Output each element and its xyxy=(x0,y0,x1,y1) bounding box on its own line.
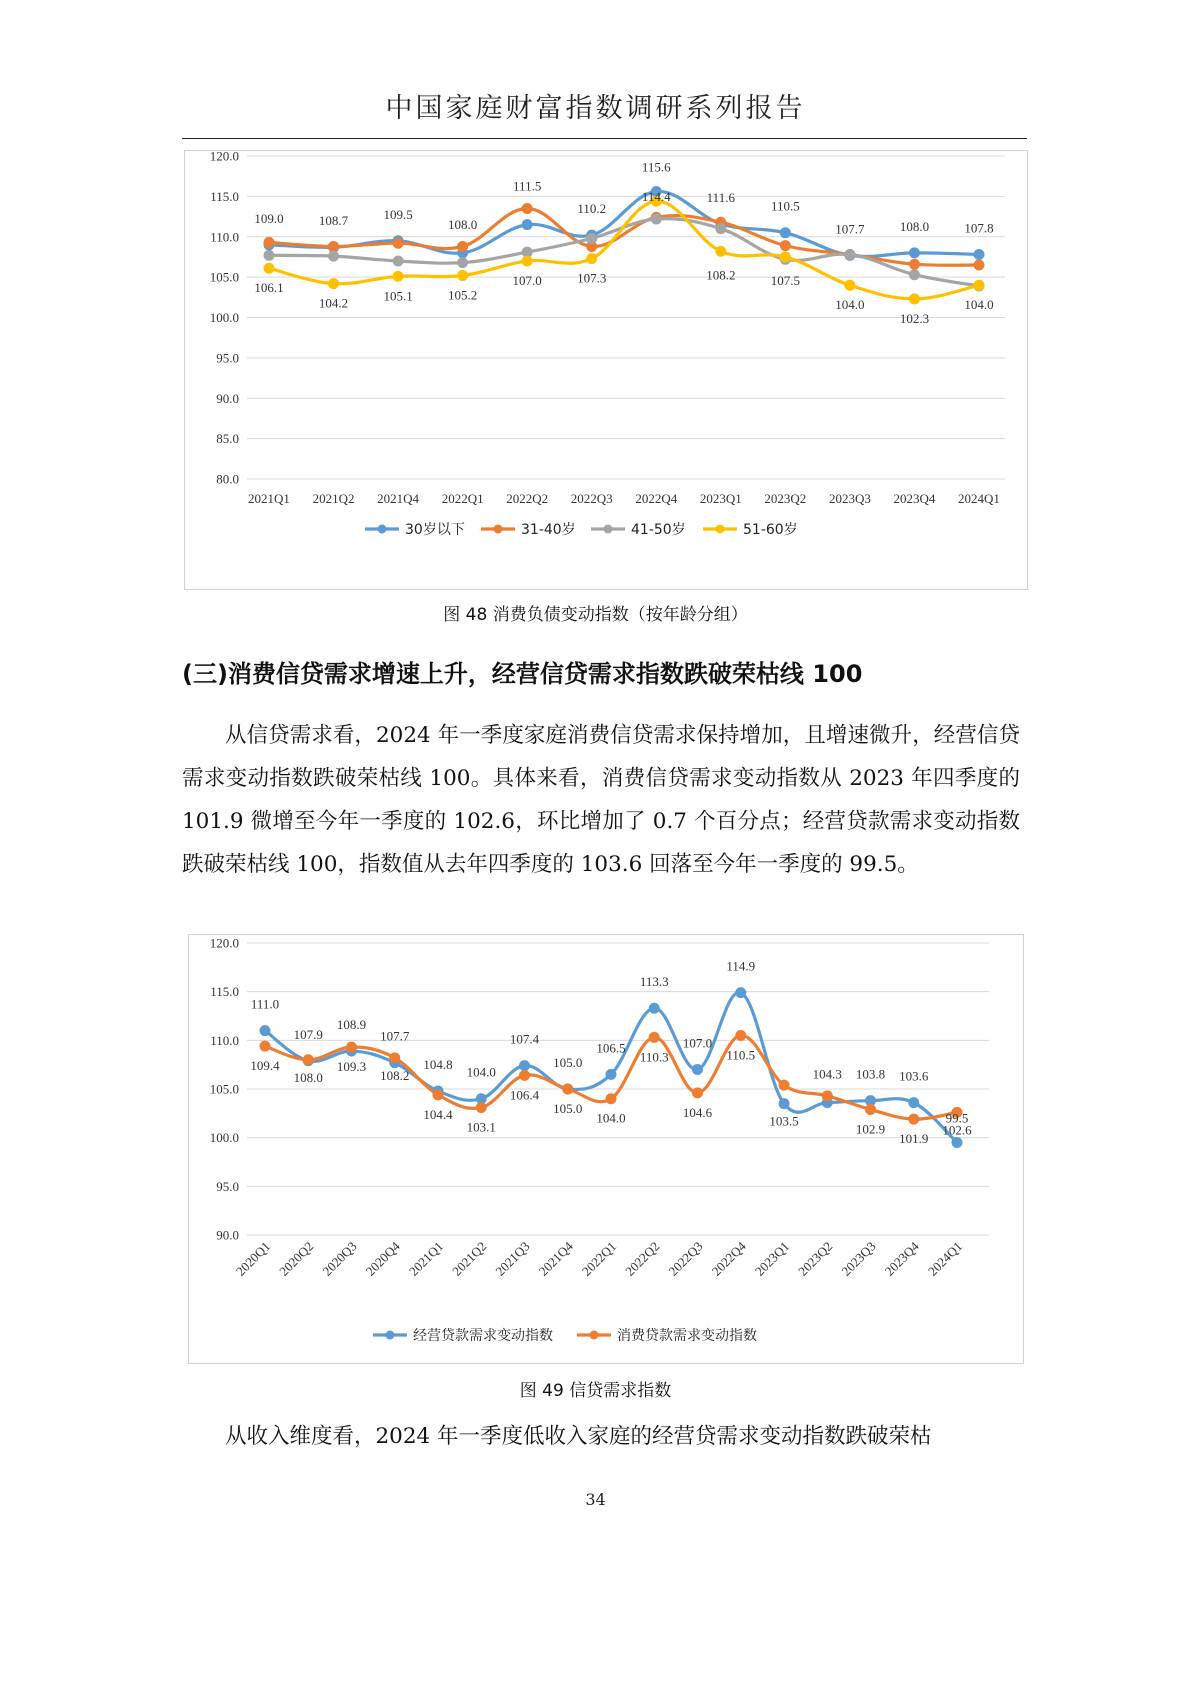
legend-swatch-marker xyxy=(590,1331,599,1340)
data-point xyxy=(347,1042,357,1052)
data-point xyxy=(393,271,403,281)
data-point xyxy=(974,260,984,270)
x-tick-label: 2021Q4 xyxy=(535,1238,576,1279)
data-label: 104.2 xyxy=(318,295,349,311)
data-label: 102.3 xyxy=(899,310,930,326)
data-point xyxy=(458,271,468,281)
data-point xyxy=(693,1065,703,1075)
y-tick-label: 105.0 xyxy=(209,1081,239,1097)
data-label: 106.5 xyxy=(596,1040,626,1056)
y-tick-label: 120.0 xyxy=(209,151,239,164)
data-point xyxy=(909,1114,919,1124)
data-point xyxy=(393,238,403,248)
data-label: 107.0 xyxy=(512,272,542,288)
data-label: 107.4 xyxy=(509,1031,540,1047)
data-label: 104.0 xyxy=(466,1064,496,1080)
y-tick-label: 90.0 xyxy=(216,1227,239,1243)
legend-label: 31-40岁 xyxy=(521,522,576,538)
data-point xyxy=(716,246,726,256)
y-tick-label: 95.0 xyxy=(216,350,239,366)
figure-48-caption: 图 48 消费负债变动指数（按年龄分组） xyxy=(443,605,748,625)
data-point xyxy=(822,1091,832,1101)
y-tick-label: 110.0 xyxy=(210,229,239,245)
data-point xyxy=(606,1094,616,1104)
data-point xyxy=(909,270,919,280)
data-point xyxy=(716,224,726,234)
data-point xyxy=(520,1061,530,1071)
data-label: 104.0 xyxy=(835,297,865,313)
y-tick-label: 100.0 xyxy=(209,1130,239,1146)
x-tick-label: 2021Q3 xyxy=(492,1238,533,1279)
data-label: 107.0 xyxy=(682,1035,713,1051)
x-tick-label: 2022Q4 xyxy=(635,491,678,506)
data-label: 107.9 xyxy=(293,1026,323,1042)
data-label: 105.0 xyxy=(553,1055,583,1070)
data-label: 108.0 xyxy=(293,1069,323,1085)
chart1-svg xyxy=(185,151,1027,589)
legend-label: 经营贷款需求变动指数 xyxy=(413,1328,553,1344)
data-point xyxy=(779,1099,789,1109)
data-label: 108.2 xyxy=(706,267,736,283)
x-tick-label: 2021Q1 xyxy=(405,1238,447,1279)
data-label: 107.8 xyxy=(964,220,994,236)
x-tick-label: 2022Q3 xyxy=(570,491,613,506)
section-heading: (三)消费信贷需求增速上升，经营信贷需求指数跌破荣枯线 100 xyxy=(182,660,863,688)
data-point xyxy=(390,1053,400,1063)
x-tick-label: 2022Q3 xyxy=(665,1238,706,1279)
x-tick-label: 2023Q1 xyxy=(751,1238,793,1279)
body-paragraph-1: 从信贷需求看，2024 年一季度家庭消费信贷需求保持增加，且增速微升，经营信贷需求变动指数跌破荣枯线 100。具体来看，消费信贷需求变动指数从 2023 年四季度的 101.9 微增至今年一季度的 102.6，环比增加了 0.7 个百分点；经营贷款需求变动指数跌破荣枯线 100，指数值从去年四季度的 103.6 回落至今年一季度的 99.5。 xyxy=(182,723,1020,877)
data-label: 114.4 xyxy=(641,189,671,205)
y-tick-label: 115.0 xyxy=(210,984,239,1000)
data-label: 103.1 xyxy=(466,1119,496,1135)
data-label: 104.0 xyxy=(964,297,994,313)
x-tick-label: 2020Q4 xyxy=(362,1238,403,1279)
data-point xyxy=(909,248,919,258)
data-label: 103.5 xyxy=(769,1113,799,1129)
x-tick-label: 2020Q1 xyxy=(232,1238,274,1279)
data-point xyxy=(522,256,532,266)
x-tick-label: 2023Q2 xyxy=(795,1238,836,1279)
y-tick-label: 80.0 xyxy=(216,471,239,487)
data-label: 104.3 xyxy=(812,1066,842,1082)
data-label: 114.9 xyxy=(726,958,756,974)
y-tick-label: 115.0 xyxy=(210,188,239,204)
data-label: 105.1 xyxy=(383,288,413,304)
data-label: 110.5 xyxy=(726,1047,756,1063)
data-label: 109.4 xyxy=(250,1058,280,1074)
chart-credit-demand-index xyxy=(188,934,1024,1364)
data-label: 109.3 xyxy=(336,1059,367,1075)
x-tick-label: 2020Q3 xyxy=(319,1238,360,1279)
header-divider xyxy=(182,138,1027,139)
x-tick-label: 2023Q4 xyxy=(893,491,936,506)
legend-swatch-marker xyxy=(386,1331,395,1340)
data-label: 99.5 xyxy=(945,1110,969,1126)
report-header-title: 中国家庭财富指数调研系列报告 xyxy=(385,93,806,124)
data-point xyxy=(866,1104,876,1114)
data-point xyxy=(260,1041,270,1051)
x-tick-label: 2023Q3 xyxy=(838,1238,879,1279)
data-point xyxy=(974,250,984,260)
x-tick-label: 2023Q3 xyxy=(828,491,871,506)
x-tick-label: 2021Q1 xyxy=(248,491,290,506)
data-point xyxy=(264,263,274,273)
data-label: 108.0 xyxy=(899,218,930,234)
x-tick-label: 2023Q4 xyxy=(881,1238,922,1279)
x-tick-label: 2020Q2 xyxy=(276,1238,317,1279)
data-point xyxy=(563,1084,573,1094)
data-point xyxy=(393,256,403,266)
y-tick-label: 85.0 xyxy=(216,431,239,447)
data-label: 104.8 xyxy=(423,1056,453,1072)
data-label: 104.0 xyxy=(596,1110,626,1126)
data-label: 110.2 xyxy=(577,201,607,217)
data-point xyxy=(606,1069,616,1079)
data-point xyxy=(649,1003,659,1013)
x-tick-label: 2022Q4 xyxy=(708,1238,749,1279)
data-label: 107.7 xyxy=(380,1028,410,1044)
y-tick-label: 90.0 xyxy=(216,390,239,406)
data-label: 111.6 xyxy=(706,189,735,205)
data-label: 108.2 xyxy=(380,1067,410,1083)
data-point xyxy=(780,241,790,251)
data-point xyxy=(522,203,532,213)
data-point xyxy=(260,1026,270,1036)
data-label: 107.5 xyxy=(770,272,800,288)
data-point xyxy=(780,228,790,238)
x-tick-label: 2021Q4 xyxy=(377,491,420,506)
page-number: 34 xyxy=(585,1490,606,1509)
data-point xyxy=(909,1098,919,1108)
data-point xyxy=(736,988,746,998)
legend-label: 30岁以下 xyxy=(405,522,465,538)
data-point xyxy=(433,1090,443,1100)
data-label: 104.6 xyxy=(682,1104,713,1120)
figure-49-caption: 图 49 信贷需求指数 xyxy=(519,1381,672,1401)
data-point xyxy=(329,279,339,289)
data-label: 102.6 xyxy=(942,1122,972,1138)
data-label: 111.0 xyxy=(250,996,280,1012)
x-tick-label: 2022Q1 xyxy=(578,1238,620,1279)
data-label: 107.7 xyxy=(835,221,865,237)
data-point xyxy=(522,220,532,230)
data-label: 101.9 xyxy=(899,1131,929,1147)
data-point xyxy=(780,252,790,262)
data-point xyxy=(303,1055,313,1065)
data-point xyxy=(264,237,274,247)
legend-label: 41-50岁 xyxy=(631,522,686,538)
legend-label: 消费贷款需求变动指数 xyxy=(617,1328,757,1344)
data-label: 104.4 xyxy=(423,1106,453,1122)
y-tick-label: 100.0 xyxy=(209,310,239,325)
chart-consumer-debt-by-age xyxy=(184,150,1028,590)
data-label: 109.0 xyxy=(254,210,284,226)
data-label: 107.3 xyxy=(577,270,607,286)
data-label: 103.8 xyxy=(855,1066,886,1082)
data-label: 105.0 xyxy=(553,1101,583,1116)
x-tick-label: 2021Q2 xyxy=(312,491,355,506)
series-line xyxy=(269,198,979,299)
body-paragraph-2: 从收入维度看，2024 年一季度低收入家庭的经营贷需求变动指数跌破荣枯 xyxy=(225,1424,932,1449)
data-label: 106.1 xyxy=(254,280,284,296)
x-tick-label: 2021Q2 xyxy=(449,1238,490,1279)
x-tick-label: 2022Q1 xyxy=(441,491,484,506)
data-label: 103.6 xyxy=(899,1068,929,1084)
data-point xyxy=(458,258,468,268)
data-label: 110.3 xyxy=(639,1049,669,1065)
data-point xyxy=(651,214,661,224)
legend-swatch-marker xyxy=(494,525,503,534)
legend-swatch-marker xyxy=(378,525,387,534)
y-tick-label: 105.0 xyxy=(209,269,239,285)
data-label: 105.2 xyxy=(448,287,478,303)
data-label: 106.4 xyxy=(509,1087,540,1103)
data-label: 113.3 xyxy=(639,974,669,990)
data-label: 102.9 xyxy=(855,1121,886,1137)
data-label: 111.5 xyxy=(513,178,542,194)
y-tick-label: 110.0 xyxy=(210,1032,239,1048)
data-point xyxy=(587,254,597,264)
x-tick-label: 2024Q1 xyxy=(924,1238,966,1279)
x-tick-label: 2022Q2 xyxy=(506,491,549,506)
data-point xyxy=(909,294,919,304)
data-point xyxy=(329,241,339,251)
legend-swatch-marker xyxy=(716,525,725,534)
data-label: 108.7 xyxy=(318,213,349,229)
data-point xyxy=(845,250,855,260)
data-point xyxy=(693,1088,703,1098)
data-point xyxy=(458,241,468,251)
data-point xyxy=(909,259,919,269)
data-point xyxy=(974,280,984,290)
data-label: 110.5 xyxy=(770,198,800,214)
x-tick-label: 2023Q1 xyxy=(699,491,742,506)
y-tick-label: 120.0 xyxy=(209,935,239,951)
chart2-svg xyxy=(189,935,1023,1363)
data-point xyxy=(845,280,855,290)
data-point xyxy=(952,1138,962,1148)
data-point xyxy=(779,1080,789,1090)
data-point xyxy=(587,233,597,243)
x-tick-label: 2022Q2 xyxy=(622,1238,663,1279)
data-label: 108.9 xyxy=(336,1017,367,1033)
data-label: 115.6 xyxy=(641,159,671,175)
data-point xyxy=(264,250,274,260)
y-tick-label: 95.0 xyxy=(216,1178,239,1194)
x-tick-label: 2024Q1 xyxy=(958,491,1000,506)
data-label: 109.5 xyxy=(383,206,413,222)
data-point xyxy=(329,251,339,261)
legend-swatch-marker xyxy=(604,525,613,534)
data-point xyxy=(476,1102,486,1112)
legend-label: 51-60岁 xyxy=(743,522,798,538)
x-tick-label: 2023Q2 xyxy=(764,491,807,506)
data-label: 108.0 xyxy=(448,216,478,232)
data-point xyxy=(736,1030,746,1040)
data-point xyxy=(649,1032,659,1042)
data-point xyxy=(520,1070,530,1080)
